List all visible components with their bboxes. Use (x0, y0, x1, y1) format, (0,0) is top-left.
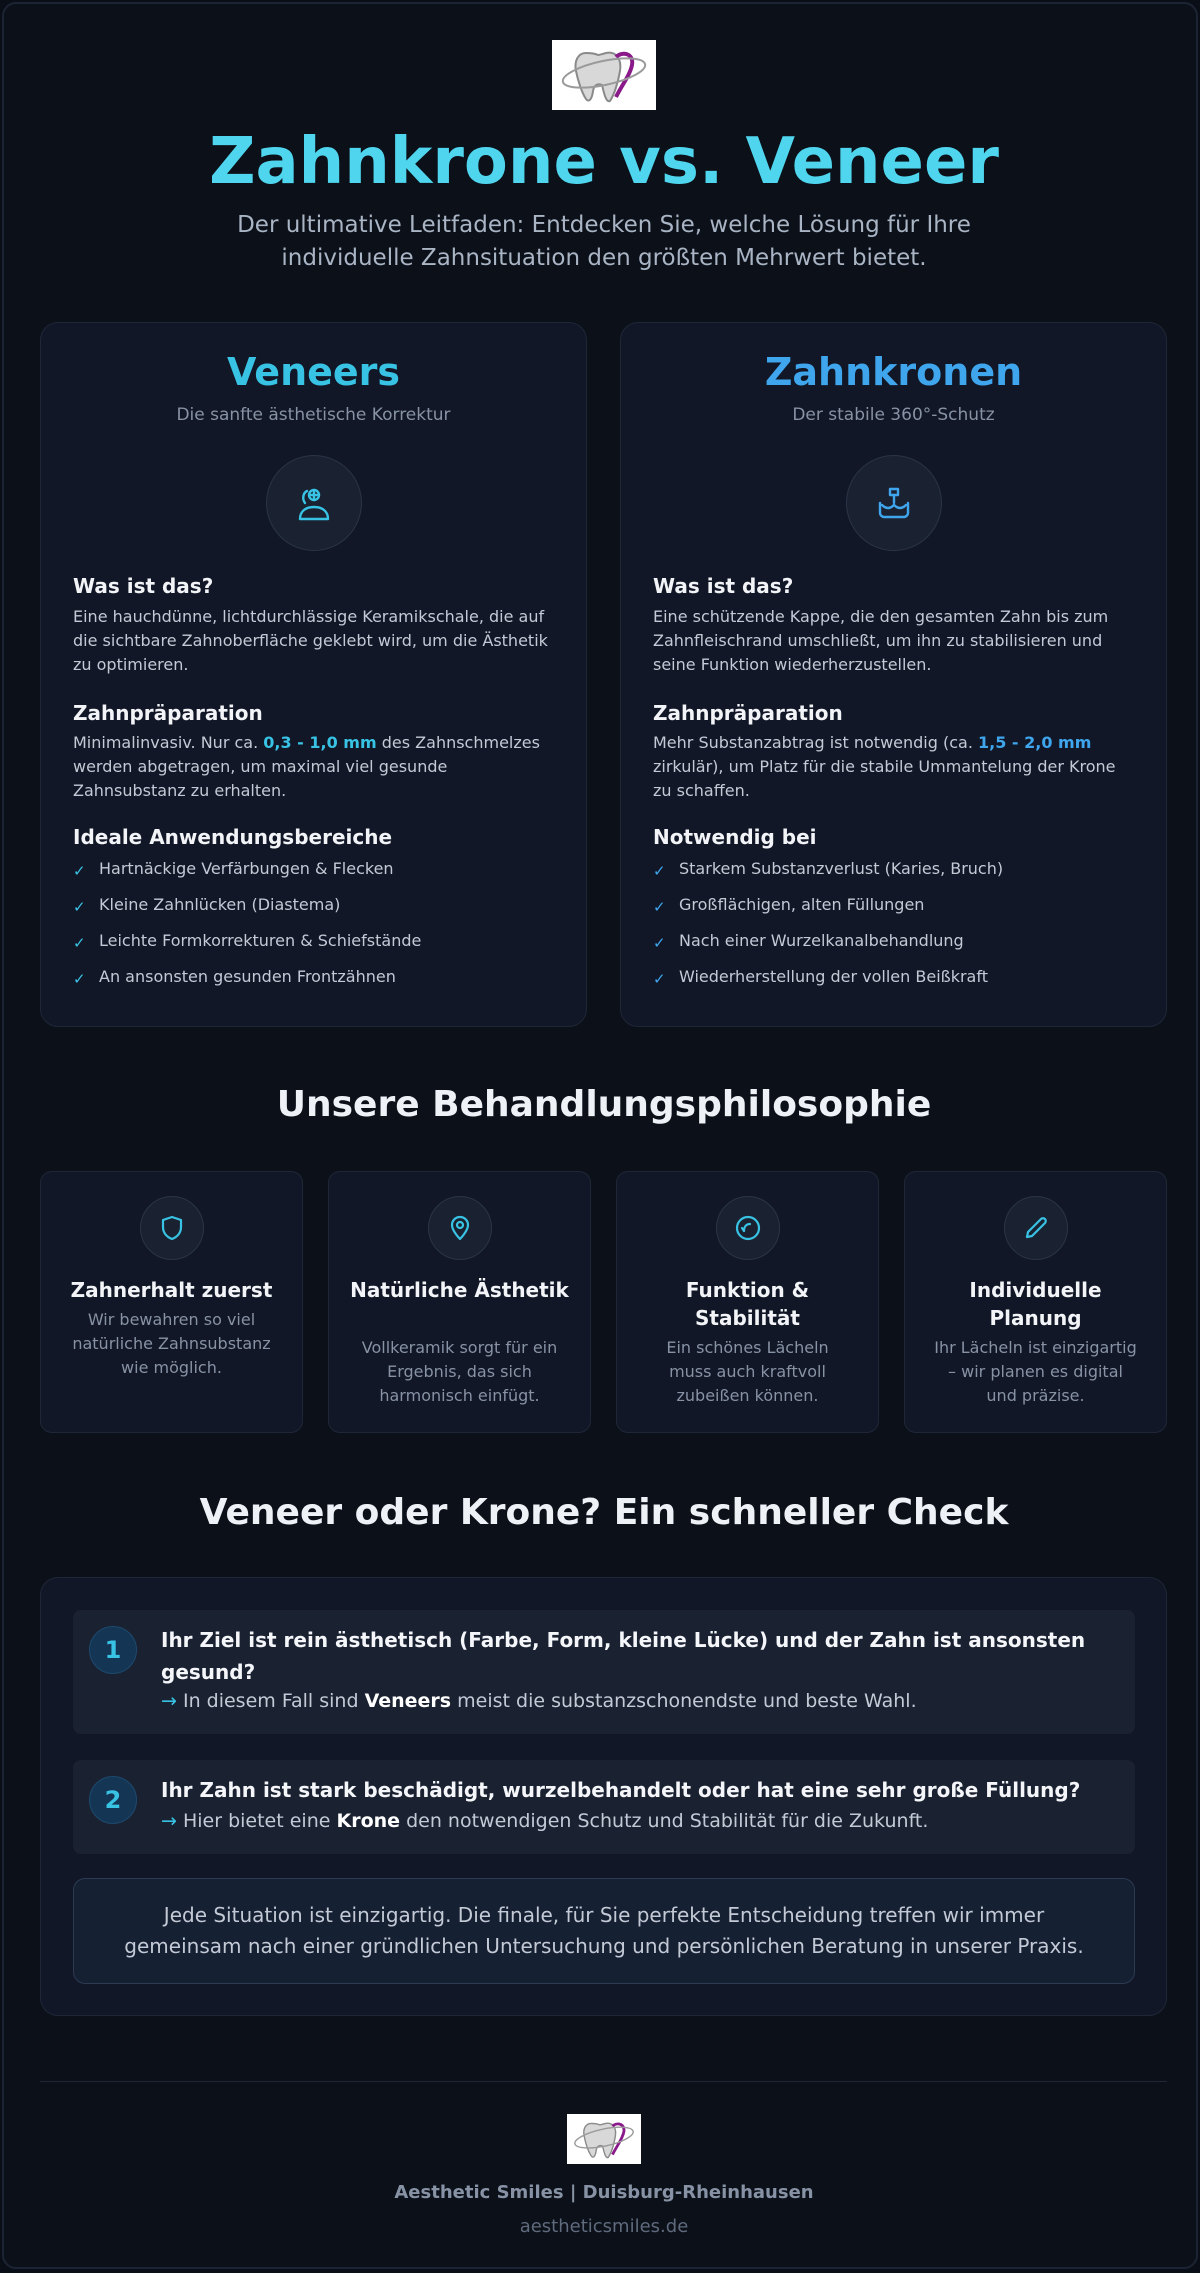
philosophy-item-title: Individuelle Planung (969, 1278, 1102, 1330)
tooth-logo-icon (556, 43, 652, 107)
kronen-what-text: Eine schützende Kappe, die den gesamten Zahn bis zum Zahnfleischrand umschließt, um ihn zu stabilisieren und seine Funktion wiederherzustellen. (653, 607, 1109, 674)
philosophy-item-title: Natürliche Ästhetik (350, 1278, 569, 1302)
page-frame (2, 2, 1198, 2269)
kronen-prep-heading: Zahnpräparation (653, 701, 843, 725)
list-item: ✓ Kleine Zahnlücken (Diastema) (73, 894, 553, 930)
question-text: Ihr Ziel ist rein ästhetisch (Farbe, Form, kleine Lücke) und der Zahn ist ansonsten gesund? (161, 1628, 1086, 1684)
check-icon: ✓ (73, 862, 86, 880)
footer-logo (567, 2114, 641, 2164)
veneers-prep-text: Minimalinvasiv. Nur ca. 0,3 - 1,0 mm des Zahnschmelzes werden abgetragen, um maximal viel gesunde Zahnsubstanz zu erhalten. (73, 733, 540, 800)
kronen-what-heading: Was ist das? (653, 574, 794, 598)
veneers-subtitle: Die sanfte ästhetische Korrektur (176, 405, 451, 425)
philosophy-item-title: Zahnerhalt zuerst (70, 1278, 273, 1302)
crown-tooth-icon (846, 455, 942, 551)
kronen-prep-value: 1,5 - 2,0 mm (978, 733, 1092, 752)
kronen-card (620, 322, 1167, 1027)
veneers-use-cases-list (73, 858, 553, 1002)
question-number-badge: 2 (89, 1776, 137, 1824)
veneers-prep-heading: Zahnpräparation (73, 701, 263, 725)
kronen-indications-list (653, 858, 1133, 1002)
kronen-title: Zahnkronen (764, 350, 1023, 394)
check-icon: ✓ (653, 970, 666, 988)
philosophy-item-text: Ihr Lächeln ist einzigartig – wir planen es digital und präzise. (934, 1338, 1137, 1405)
veneers-what-text: Eine hauchdünne, lichtdurchlässige Keramikschale, die auf die sichtbare Zahnoberfläche geklebt wird, um die Ästhetik zu optimieren. (73, 607, 548, 674)
page-title: Zahnkrone vs. Veneer (209, 125, 999, 199)
philosophy-card-funktion (616, 1171, 879, 1433)
question-item (73, 1760, 1135, 1854)
question-text: Ihr Zahn ist stark beschädigt, wurzelbehandelt oder hat eine sehr große Füllung? (161, 1778, 1081, 1802)
location-pin-icon (428, 1196, 492, 1260)
philosophy-item-text: Vollkeramik sorgt für ein Ergebnis, das sich harmonisch einfügt. (361, 1338, 558, 1405)
check-icon: ✓ (653, 898, 666, 916)
tooth-logo-icon (570, 2116, 638, 2162)
list-item: ✓ Starkem Substanzverlust (Karies, Bruch) (653, 858, 1133, 894)
pencil-icon (1004, 1196, 1068, 1260)
kronen-list-heading: Notwendig bei (653, 825, 817, 849)
check-icon: ✓ (73, 970, 86, 988)
philosophy-title: Unsere Behandlungsphilosophie (276, 1084, 932, 1125)
list-item: ✓ Großflächigen, alten Füllungen (653, 894, 1133, 930)
check-icon: ✓ (653, 862, 666, 880)
philosophy-item-text: Ein schönes Lächeln muss auch kraftvoll zubeißen können. (666, 1338, 829, 1405)
list-item: ✓ Nach einer Wurzelkanalbehandlung (653, 930, 1133, 966)
veneers-prep-value: 0,3 - 1,0 mm (263, 733, 377, 752)
philosophy-card-zahnerhalt (40, 1171, 303, 1433)
philosophy-card-aesthetik (328, 1171, 591, 1433)
practice-logo (552, 40, 656, 110)
veneer-tooth-icon (266, 455, 362, 551)
arrow-right-icon: → (161, 1810, 177, 1832)
footer-practice-name: Aesthetic Smiles | Duisburg-Rheinhausen (394, 2182, 814, 2203)
veneers-list-heading: Ideale Anwendungsbereiche (73, 825, 393, 849)
kronen-prep-text: Mehr Substanzabtrag ist notwendig (ca. 1,5 - 2,0 mm zirkulär), um Platz für die stabile Ummantelung der Krone zu schaffen. (653, 733, 1116, 800)
veneers-what-heading: Was ist das? (73, 574, 214, 598)
quick-check-title: Veneer oder Krone? Ein schneller Check (199, 1492, 1009, 1533)
page-subtitle: Der ultimative Leitfaden: Entdecken Sie, welche Lösung für Ihre individuelle Zahnsituation den größten Mehrwert bietet. (237, 212, 971, 271)
veneers-card (40, 322, 587, 1027)
check-icon: ✓ (73, 898, 86, 916)
question-answer: → Hier bietet eine Krone den notwendigen Schutz und Stabilität für die Zukunft. (161, 1810, 929, 1832)
quick-check-card (40, 1577, 1167, 2016)
shield-icon (140, 1196, 204, 1260)
question-number-badge: 1 (89, 1626, 137, 1674)
arrow-right-icon: → (161, 1690, 177, 1712)
veneers-title: Veneers (226, 350, 401, 394)
footer-website-link[interactable]: aestheticsmiles.de (519, 2216, 689, 2237)
gauge-icon (716, 1196, 780, 1260)
list-item: ✓ Wiederherstellung der vollen Beißkraft (653, 966, 1133, 1002)
conclusion-box: Jede Situation ist einzigartig. Die finale, für Sie perfekte Entscheidung treffen wir immer gemeinsam nach einer gründlichen Untersuchung und persönlichen Beratung in unserer Praxis. (73, 1878, 1135, 1984)
question-item (73, 1610, 1135, 1734)
check-icon: ✓ (653, 934, 666, 952)
kronen-subtitle: Der stabile 360°-Schutz (792, 405, 995, 425)
philosophy-card-planung (904, 1171, 1167, 1433)
footer-divider (40, 2081, 1167, 2082)
philosophy-item-title: Funktion & Stabilität (685, 1278, 810, 1330)
list-item: ✓ An ansonsten gesunden Frontzähnen (73, 966, 553, 1002)
check-icon: ✓ (73, 934, 86, 952)
philosophy-item-text: Wir bewahren so viel natürliche Zahnsubstanz wie möglich. (72, 1310, 271, 1377)
list-item: ✓ Hartnäckige Verfärbungen & Flecken (73, 858, 553, 894)
question-answer: → In diesem Fall sind Veneers meist die substanzschonendste und beste Wahl. (161, 1690, 917, 1712)
list-item: ✓ Leichte Formkorrekturen & Schiefstände (73, 930, 553, 966)
